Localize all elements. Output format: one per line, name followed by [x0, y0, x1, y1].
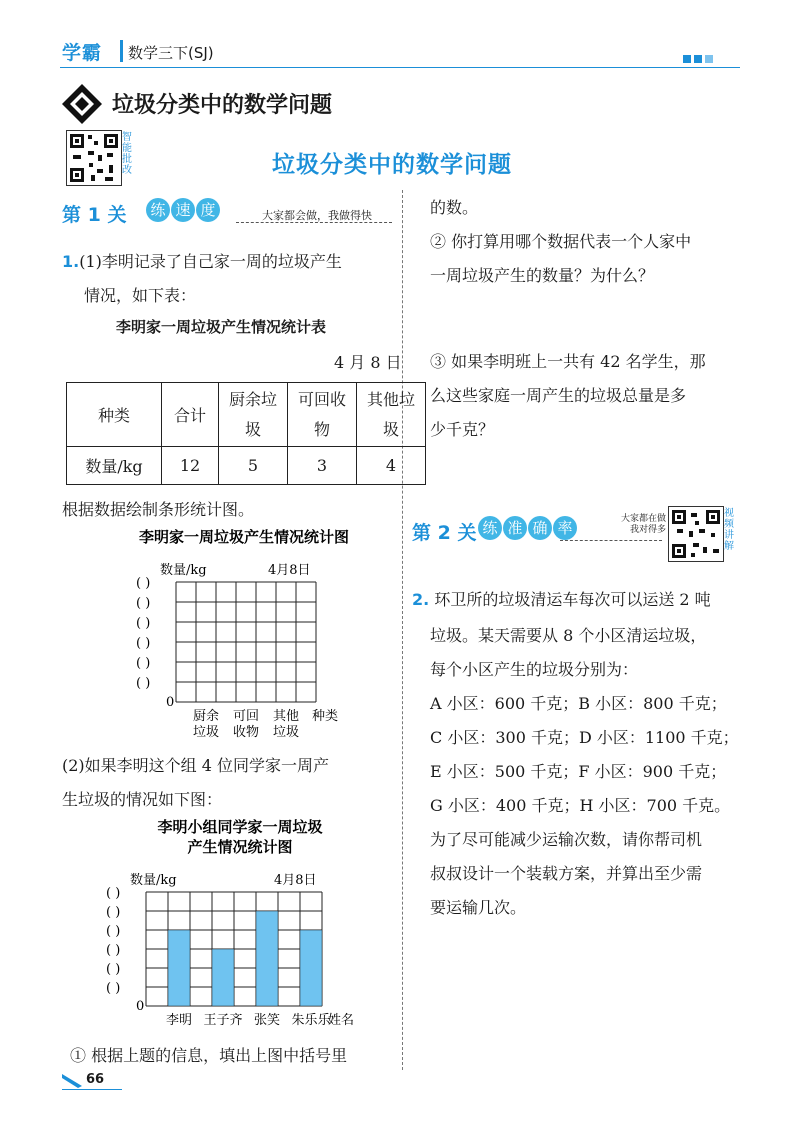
- q2-line-0: 环卫所的垃圾清运车每次可以运送 2 吨: [434, 590, 711, 609]
- table-cell: 4: [357, 447, 426, 485]
- bar: [168, 930, 190, 1006]
- q2-line-2: 每个小区产生的垃圾分别为：: [430, 660, 639, 679]
- y-tick-label: ( ): [106, 962, 121, 977]
- right-q3-line3: 少千克？: [430, 420, 495, 439]
- table-cell: 厨余垃圾: [219, 383, 288, 447]
- y-tick-label: ( ): [106, 924, 121, 939]
- origin-label: 0: [136, 999, 145, 1014]
- q1-part2-line2: 生垃圾的情况如下图：: [62, 790, 223, 809]
- right-line1: 的数。: [430, 198, 479, 217]
- pill-char: 练: [146, 198, 170, 222]
- table-cell: 其他垃圾: [357, 383, 426, 447]
- right-q3-line1: ③ 如果李明班上一共有 42 名学生，那: [430, 352, 706, 371]
- right-q2-line2: 一周垃圾产生的数量？为什么？: [430, 266, 655, 285]
- y-tick-label: ( ): [106, 981, 121, 996]
- q2-line-8: 叔叔设计一个装载方案，并算出至少需: [430, 864, 703, 883]
- table-cell: 种类: [67, 383, 162, 447]
- chart-date: 4月8日: [274, 873, 317, 888]
- q1-instruction: 根据数据绘制条形统计图。: [62, 500, 255, 519]
- page-title: 垃圾分类中的数学问题: [272, 152, 512, 178]
- level-1-pills: [146, 198, 221, 222]
- x-tick-label: 朱乐乐: [291, 1013, 331, 1028]
- dashed-rule: [560, 540, 662, 541]
- dashed-rule: [236, 222, 392, 223]
- pill-char: 确: [528, 516, 552, 540]
- right-q2-line1: ② 你打算用哪个数据代表一个人家中: [430, 232, 692, 251]
- bar: [212, 949, 234, 1006]
- level-2-pills: [478, 516, 578, 540]
- chart-title: 产生情况统计图: [187, 838, 293, 856]
- slogan-line: 大家都在做: [620, 514, 666, 524]
- bar: [256, 911, 278, 1006]
- y-tick-label: ( ): [136, 676, 151, 691]
- y-tick-label: ( ): [106, 886, 121, 901]
- header-squares-decoration: [683, 48, 716, 67]
- qr-code-icon[interactable]: [66, 130, 122, 186]
- x-axis-label: 种类: [312, 709, 339, 724]
- q2-line-6: G 小区：400 千克；H 小区：700 千克。: [430, 796, 731, 815]
- chart-title: 李明小组同学家一周垃圾: [157, 818, 323, 836]
- table-cell: 可回收物: [288, 383, 357, 447]
- chart-date: 4月8日: [268, 563, 311, 578]
- pill-char: 练: [478, 516, 502, 540]
- brand-logo: 学霸: [62, 42, 103, 64]
- origin-label: 0: [166, 695, 175, 710]
- y-axis-label: 数量/kg: [130, 873, 177, 888]
- column-divider: [402, 190, 403, 1070]
- page-number: 66: [86, 1072, 105, 1087]
- table-cell: 合计: [162, 383, 219, 447]
- x-tick-label: 可回: [232, 709, 260, 724]
- q2-line-4: C 小区：300 千克；D 小区：1100 千克；: [430, 728, 739, 747]
- table-title: 李明家一周垃圾产生情况统计表: [116, 318, 327, 336]
- x-tick-label: 李明: [165, 1013, 193, 1028]
- table-cell: 3: [288, 447, 357, 485]
- table-date: 4 月 8 日: [334, 353, 402, 372]
- qr-code-icon[interactable]: [668, 506, 724, 562]
- slogan-line: 我对得多: [629, 525, 666, 535]
- q1-part2-line1: (2)如果李明这个组 4 位同学家一周产: [62, 756, 330, 775]
- pill-char: 度: [196, 198, 220, 222]
- y-tick-label: ( ): [136, 616, 151, 631]
- pill-char: 速: [171, 198, 195, 222]
- table-cell: 数量/kg: [67, 447, 162, 485]
- y-tick-label: ( ): [136, 596, 151, 611]
- x-tick-label: 收物: [232, 725, 260, 740]
- q1-line: [62, 246, 342, 278]
- x-tick-label: 厨余: [192, 709, 220, 724]
- pill-char: 准: [503, 516, 527, 540]
- right-q3-line2: 么这些家庭一周产生的垃圾总量是多: [430, 386, 687, 405]
- q1-intro-line1: (1)李明记录了自己家一周的垃圾产生: [79, 252, 342, 271]
- q2-line-7: 为了尽可能减少运输次数，请你帮司机: [430, 830, 703, 849]
- x-tick-label: 垃圾: [192, 725, 220, 740]
- footer-rule: [62, 1089, 122, 1090]
- question-number: 1.: [62, 252, 80, 271]
- level-2-slogan: [586, 514, 666, 536]
- y-tick-label: ( ): [136, 576, 151, 591]
- chart-title: 李明家一周垃圾产生情况统计图: [138, 528, 350, 546]
- x-axis-label: 姓名: [328, 1013, 355, 1028]
- q1-intro-line2: 情况，如下表：: [84, 286, 197, 305]
- q2-line-9: 要运输几次。: [430, 898, 527, 917]
- y-tick-label: ( ): [106, 905, 121, 920]
- q2-line-5: E 小区：500 千克；F 小区：900 千克；: [430, 762, 727, 781]
- chart-1: [120, 526, 380, 746]
- x-tick-label: 其他: [272, 709, 300, 724]
- q2-line: [412, 584, 711, 616]
- section-title: 垃圾分类中的数学问题: [112, 93, 333, 118]
- level-1-label: 第 1 关: [62, 204, 127, 226]
- y-tick-label: ( ): [136, 636, 151, 651]
- y-tick-label: ( ): [106, 943, 121, 958]
- q1-part2-question1: ① 根据上题的信息，填出上图中括号里: [70, 1046, 348, 1065]
- y-tick-label: ( ): [136, 656, 151, 671]
- x-tick-label: 垃圾: [272, 725, 300, 740]
- chart-2: [100, 816, 390, 1038]
- pill-char: 率: [553, 516, 577, 540]
- qr-tag-label: 视频讲解: [724, 508, 734, 552]
- question-number: 2.: [412, 590, 430, 609]
- section-diamond-icon: [60, 82, 104, 126]
- level-1-slogan: 大家都会做，我做得快: [262, 209, 372, 222]
- q2-line-1: 垃圾。某天需要从 8 个小区清运垃圾，: [430, 626, 707, 645]
- qr-tag-label: 智能批改: [122, 132, 132, 176]
- stat-table: [66, 382, 426, 485]
- q2-line-3: A 小区：600 千克；B 小区：800 千克；: [430, 694, 727, 713]
- subject-label: 数学三下(SJ): [128, 44, 214, 62]
- table-cell: 12: [162, 447, 219, 485]
- table-cell: 5: [219, 447, 288, 485]
- brand-divider: [120, 40, 123, 62]
- header-rule: [60, 67, 740, 68]
- level-2-label: 第 2 关: [412, 522, 477, 544]
- y-axis-label: 数量/kg: [160, 563, 207, 578]
- bar: [300, 930, 322, 1006]
- x-tick-label: 王子齐: [203, 1013, 243, 1028]
- x-tick-label: 张笑: [253, 1013, 281, 1028]
- pen-icon: [62, 1074, 84, 1088]
